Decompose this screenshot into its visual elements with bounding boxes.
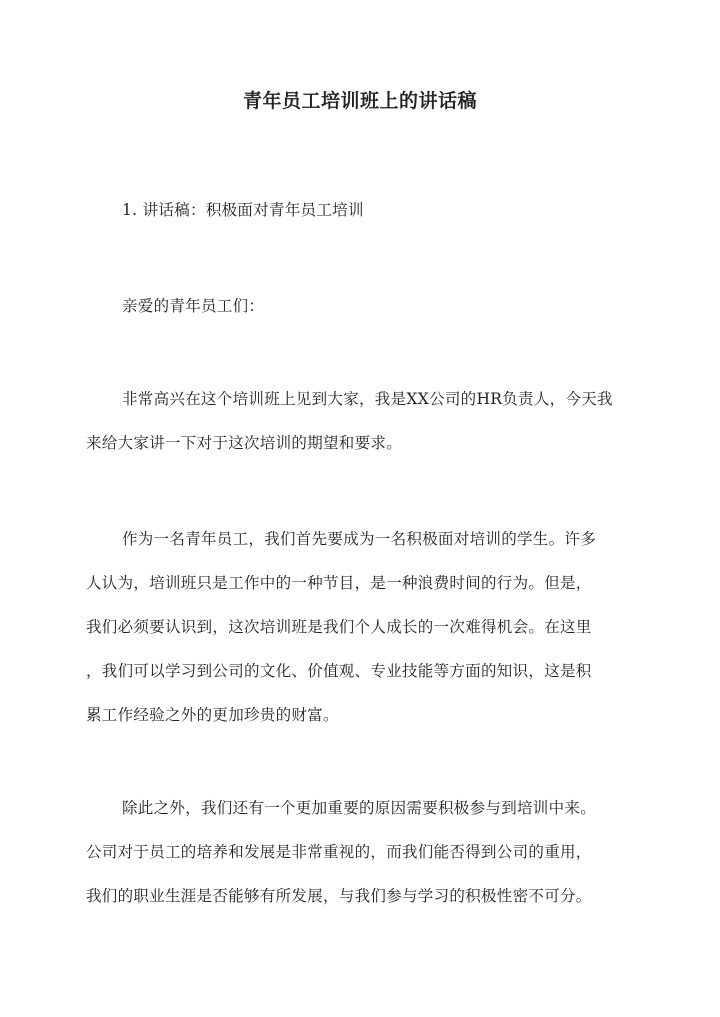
paragraph-line: 除此之外，我们还有一个更加重要的原因需要积极参与到培训中来。 (122, 799, 597, 817)
greeting: 亲爱的青年员工们： (122, 297, 265, 315)
paragraph-line: 作为一名青年员工，我们首先要成为一名积极面对培训的学生。许多 (122, 530, 597, 548)
paragraph-line: 非常高兴在这个培训班上见到大家，我是XX公司的HR负责人，今天我 (122, 390, 613, 408)
paragraph-line: 来给大家讲一下对于这次培训的期望和要求。 (86, 434, 403, 452)
section-heading: 1. 讲话稿：积极面对青年员工培训 (122, 201, 364, 219)
document-title: 青年员工培训班上的讲话稿 (242, 90, 477, 112)
paragraph-line: 累工作经验之外的更加珍贵的财富。 (86, 706, 339, 724)
paragraph-line: ，我们可以学习到公司的文化、价值观、专业技能等方面的知识，这是积 (86, 662, 592, 680)
paragraph-line: 我们的职业生涯是否能够有所发展，与我们参与学习的积极性密不可分。 (86, 887, 592, 905)
paragraph-line: 公司对于员工的培养和发展是非常重视的，而我们能否得到公司的重用， (86, 843, 592, 861)
paragraph-line: 人认为，培训班只是工作中的一种节目，是一种浪费时间的行为。但是， (86, 574, 592, 592)
paragraph-line: 我们必须要认识到，这次培训班是我们个人成长的一次难得机会。在这里 (86, 618, 592, 636)
